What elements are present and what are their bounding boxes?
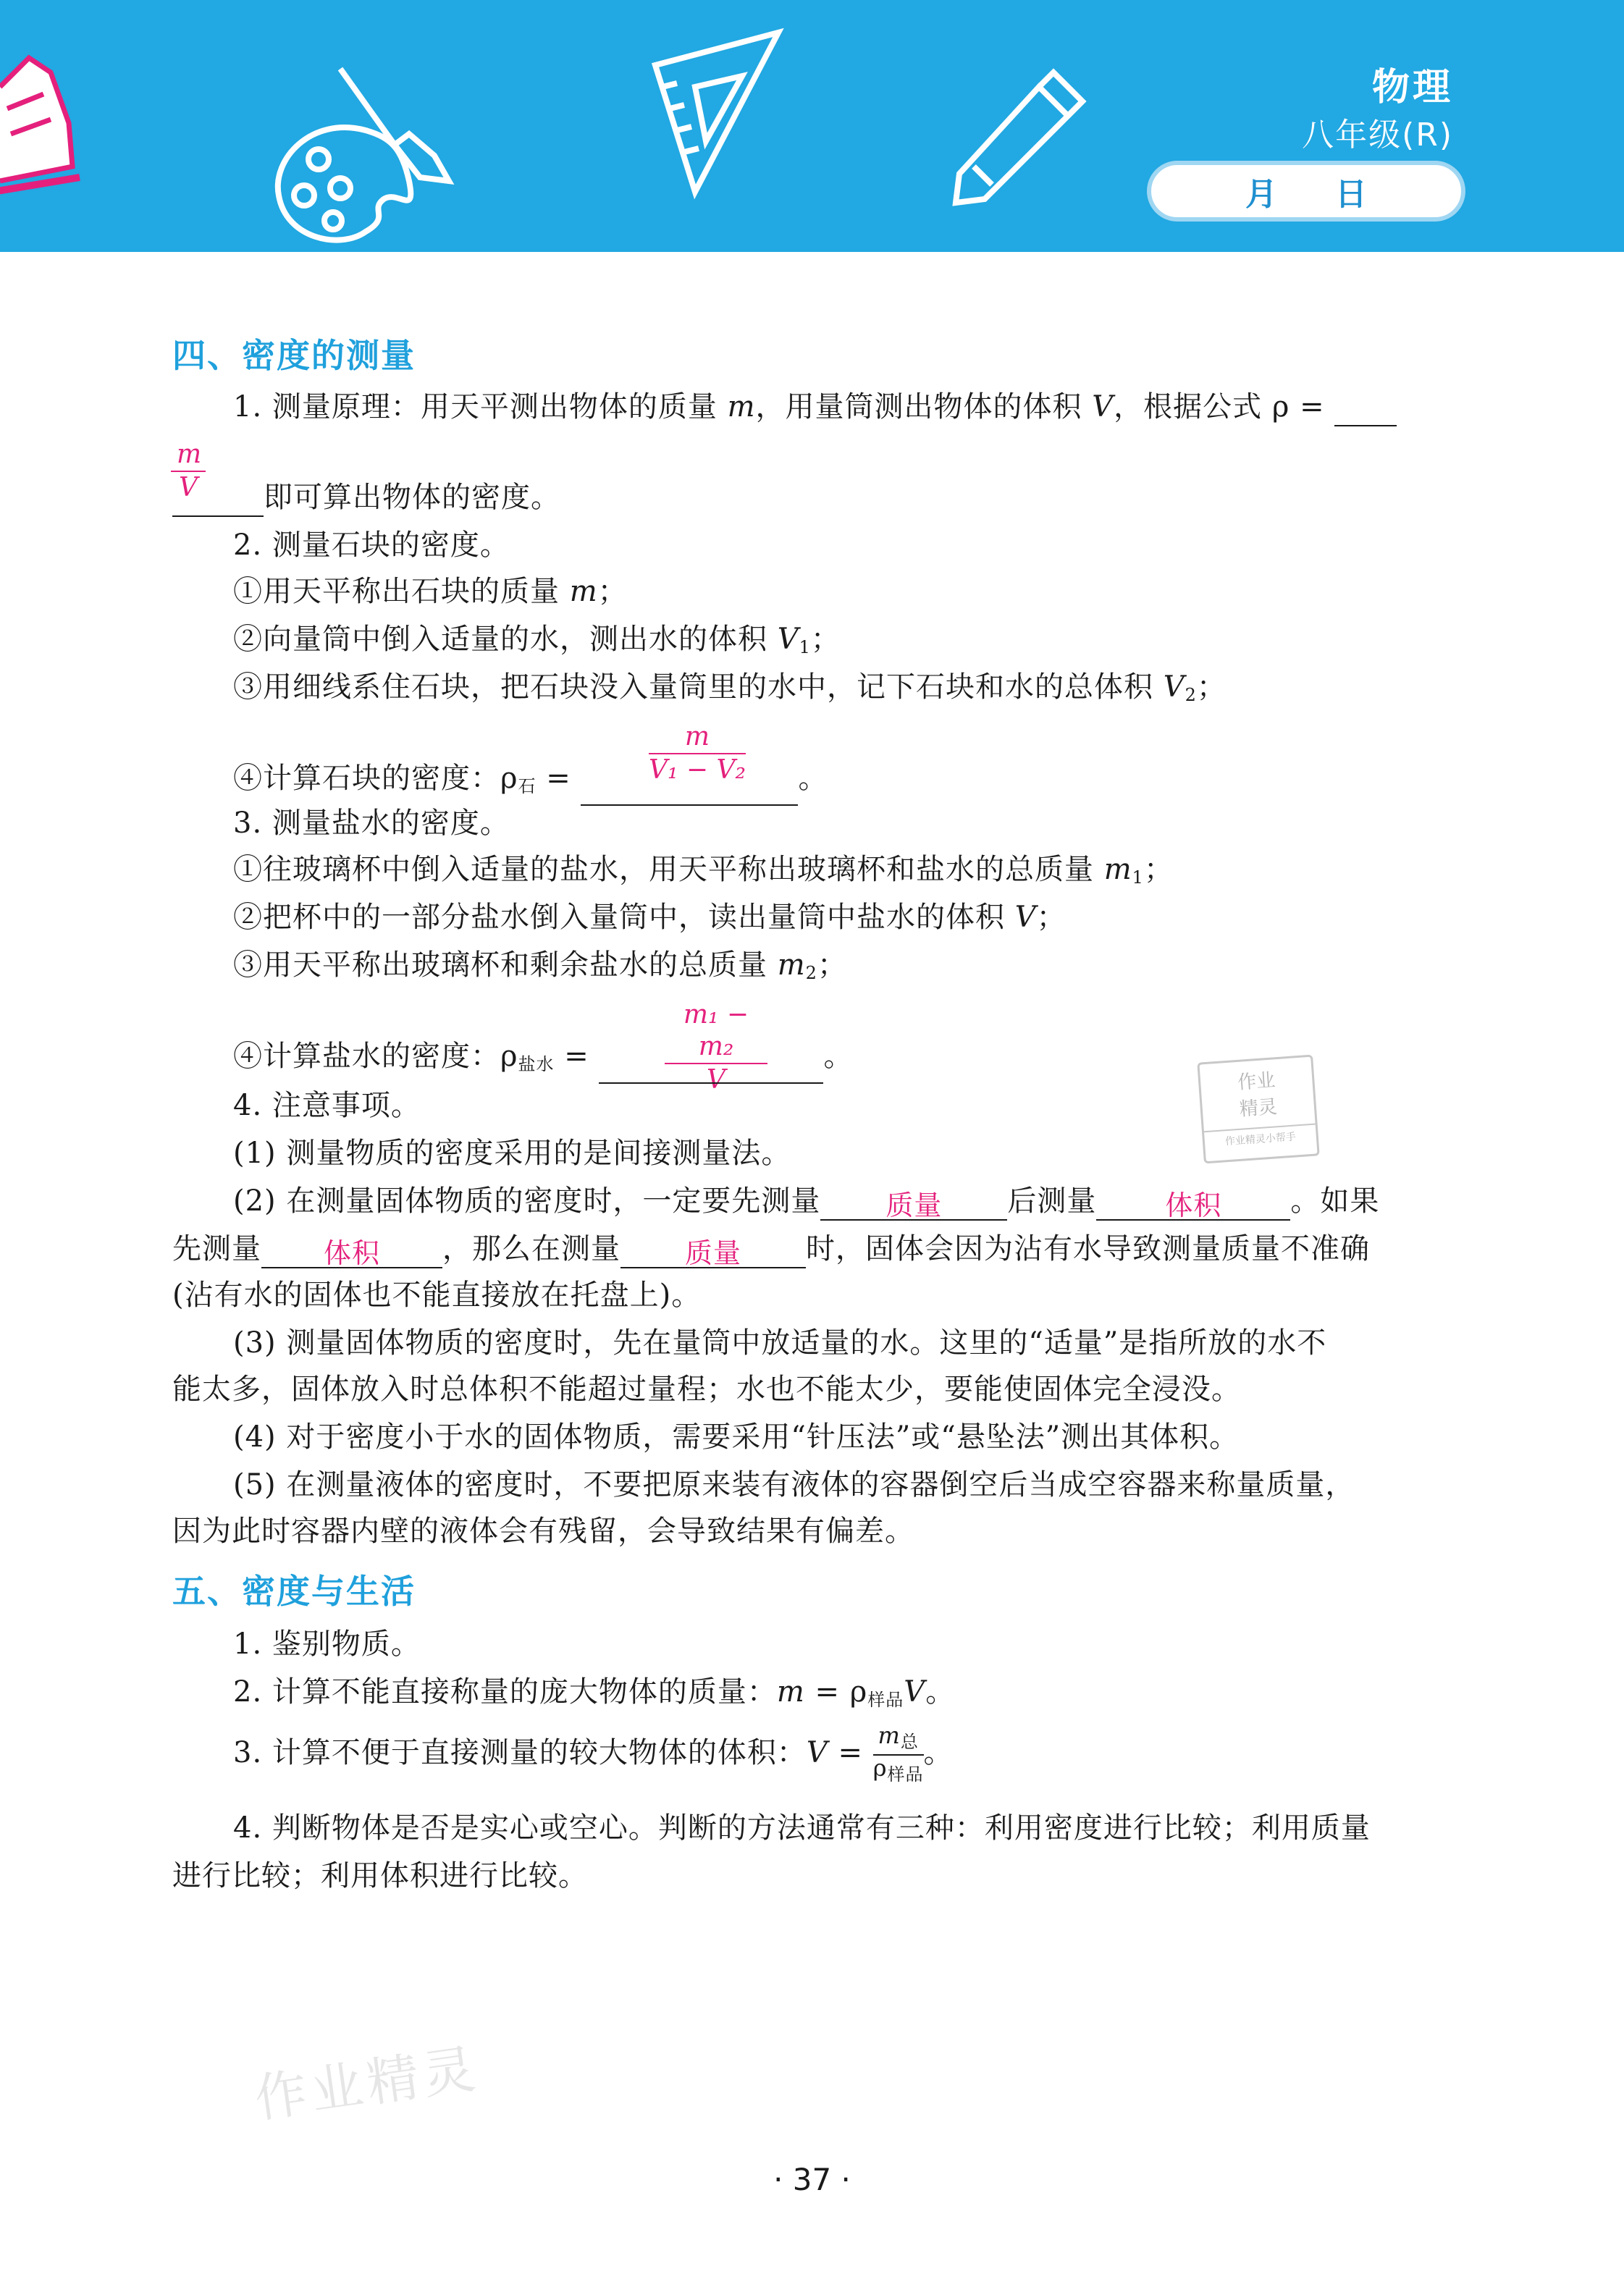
principle-line-cont: 即可算出物体的密度。	[172, 478, 560, 517]
stone-step-2: ②向量筒中倒入适量的水，测出水的体积 $V_1$；	[233, 623, 841, 657]
brine-step-3: ③用天平称出玻璃杯和剩余盐水的总质量 $m_2$；	[233, 948, 847, 983]
stone-step-4: ④计算石块的密度：$\rho_石$ = 。	[233, 759, 828, 806]
section-4-title: 四、密度的测量	[172, 336, 416, 375]
note-2-line-2: 先测量 体积 ，那么在测量 质量 时，固体会因为沾有水导致测量质量不准确	[172, 1232, 1370, 1269]
answer-formula-1: $\frac{m}{V}$	[171, 439, 206, 504]
stamp: 作业 精灵 作业精灵小帮手	[1197, 1055, 1319, 1164]
subject-title: 物理	[1371, 66, 1453, 109]
blank-if-first[interactable]: 体积	[261, 1234, 442, 1268]
use-3: 3. 计算不便于直接测量的较大物体的体积：V = $m_总$ $\rho_{样品}$ 。	[233, 1723, 954, 1787]
day-label: 日	[1335, 176, 1367, 213]
volume-formula: $m_总$ $\rho_{样品}$	[872, 1722, 924, 1785]
note-5-line-2: 因为此时容器内壁的液体会有残留，会导致结果有偏差。	[172, 1515, 914, 1548]
principle-line: 1. 测量原理：用天平测出物体的质量 m，用量筒测出物体的体积 V，根据公式 ρ =	[233, 387, 1397, 426]
brine-step-1: ①往玻璃杯中倒入适量的盐水，用天平称出玻璃杯和盐水的总质量 $m_1$；	[233, 853, 1174, 888]
answer-formula-brine: $\frac{\text{m₁ − m₂}}{V}$	[665, 999, 767, 1096]
stone-step-3: ③用细线系住石块，把石块没入量筒里的水中，记下石块和水的总体积 $V_2$；	[233, 670, 1227, 705]
brine-title: 3. 测量盐水的密度。	[233, 807, 510, 840]
header-band	[0, 0, 1624, 252]
page-number: · 37 ·	[773, 2162, 851, 2197]
blank-then-measure-2[interactable]: 质量	[620, 1234, 806, 1268]
notes-title: 4. 注意事项。	[233, 1089, 421, 1122]
ice-skate-icon	[0, 58, 80, 192]
answer-formula-stone: $\frac{m}{\text{V₁ − V₂}}$	[649, 722, 746, 785]
month-label: 月	[1245, 176, 1277, 213]
formula-blank-1b[interactable]	[172, 482, 264, 517]
use-1: 1. 鉴别物质。	[233, 1627, 421, 1661]
section-5-title: 五、密度与生活	[172, 1572, 416, 1611]
brine-step-2: ②把杯中的一部分盐水倒入量筒中，读出量筒中盐水的体积 V；	[233, 901, 1066, 934]
paintbrush-icon	[340, 69, 449, 181]
grade-label: 八年级(R)	[1302, 117, 1453, 153]
note-5-line-1: (5) 在测量液体的密度时，不要把原来装有液体的容器倒空后当成空容器来称量质量，	[233, 1468, 1355, 1502]
note-1: (1) 测量物质的密度采用的是间接测量法。	[233, 1137, 791, 1170]
watermark: 作业精灵	[251, 2037, 484, 2130]
stone-density-blank[interactable]	[581, 771, 798, 806]
note-4: (4) 对于密度小于水的固体物质，需要采用“针压法”或“悬坠法”测出其体积。	[233, 1420, 1240, 1454]
blank-then-measure[interactable]: 体积	[1096, 1186, 1290, 1221]
note-2-line-3: (沾有水的固体也不能直接放在托盘上)。	[172, 1279, 702, 1312]
formula-blank-1[interactable]	[1334, 392, 1397, 426]
use-2: 2. 计算不能直接称量的庞大物体的质量：$m = \rho_{样品}V$。	[233, 1675, 956, 1710]
date-field[interactable]	[1147, 161, 1465, 222]
use-4-line-1: 4. 判断物体是否是实心或空心。判断的方法通常有三种：利用密度进行比较；利用质量	[233, 1811, 1371, 1845]
pencil-icon	[956, 72, 1082, 203]
brine-step-4: ④计算盐水的密度：$\rho_{盐水}$ = 。	[233, 1037, 853, 1084]
note-3-line-2: 能太多，固体放入时总体积不能超过量程；水也不能太少，要能使固体完全浸没。	[172, 1373, 1241, 1406]
brine-density-blank[interactable]	[599, 1049, 823, 1084]
use-4-line-2: 进行比较；利用体积进行比较。	[172, 1859, 588, 1892]
blank-first-measure[interactable]: 质量	[820, 1186, 1007, 1221]
stone-title: 2. 测量石块的密度。	[233, 529, 510, 562]
stone-step-1: ①用天平称出石块的质量 m；	[233, 575, 628, 608]
set-square-icon	[655, 33, 778, 192]
note-2-line-1: (2) 在测量固体物质的密度时，一定要先测量 质量 后测量 体积 。如果	[233, 1184, 1380, 1221]
note-3-line-1: (3) 测量固体物质的密度时，先在量筒中放适量的水。这里的“适量”是指所放的水不	[233, 1326, 1327, 1360]
